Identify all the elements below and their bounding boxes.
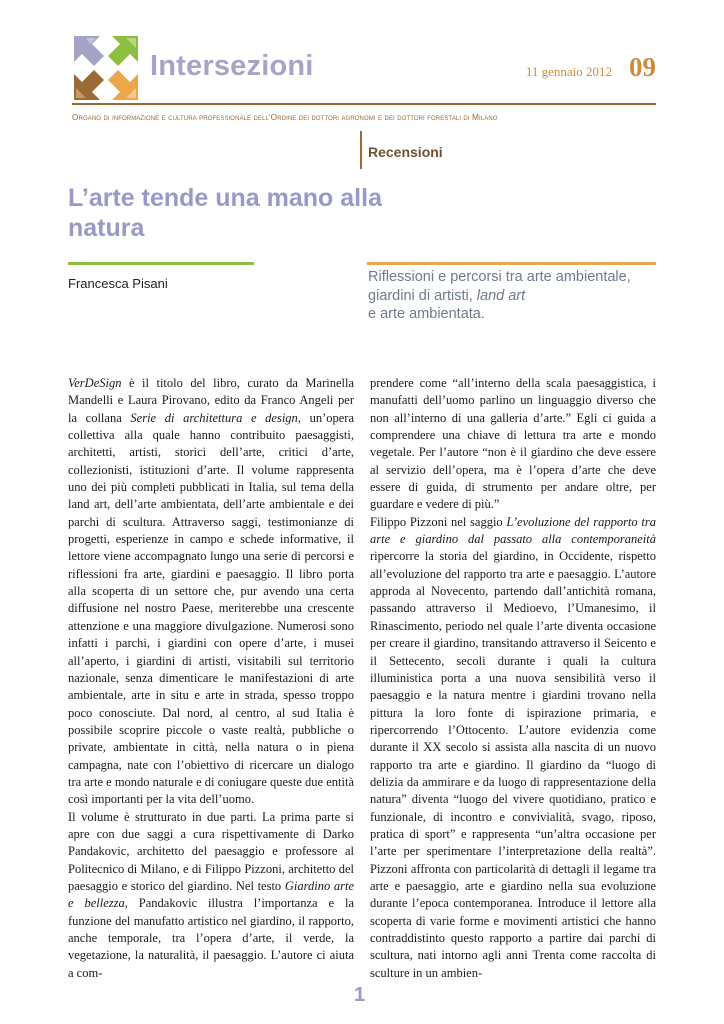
series-title: Serie di architettura e design xyxy=(130,410,298,425)
lead-rule xyxy=(367,262,656,265)
text: , Pandakovic illustra l’importanza e la funzione del manufatto artistico nel giardino, il rapporto, anche temporale, tra l’opera d’arte, il verde, la vegetazione, la naturalità, il paesaggio. L’autore ci aiuta a com- xyxy=(68,896,354,980)
paragraph xyxy=(68,375,354,809)
body-column-left xyxy=(68,375,354,982)
text: è il titolo del libro, curato da Marinella Mandelli e Laura Pirovano, edito da Franco Angeli per la collana xyxy=(68,376,354,425)
text: Il volume è strutturato in due parti. La prima parte si apre con due saggi a cura rispettivamente di Darko Pandakovic, architetto del paesaggio e professore al Politecnico di Milano, e di Filippo Pizzoni, architetto del paesaggio e storico del giardino. Nel testo xyxy=(68,809,354,893)
publication-subtitle: Organo di informazione e cultura professionale dell'Ordine dei dottori agronomi e dei dottori forestali di Milano xyxy=(72,112,498,122)
body-column-right xyxy=(370,375,656,982)
essay-title: Giardino arte e bellezza xyxy=(68,878,354,911)
text: Filippo Pizzoni nel saggio xyxy=(370,514,507,529)
paragraph xyxy=(68,809,354,982)
author-rule xyxy=(68,262,254,265)
lead-italic: land art xyxy=(476,287,526,304)
article-lead xyxy=(368,268,658,324)
text: ripercorre la storia del giardino, in Occidente, rispetto all’evoluzione del rapporto tra arte e paesaggio. L’autore approda al Novecento, partendo dall’antichità romana, passando attraverso il Medioevo, l’Umanesimo, il Rinascimento, periodo nel quale l’arte diventa occasione per creare il giardino, transitando attraverso il Seicento e il Settecento, secoli durante i quali la cultura illuministica porta a una nuova sensibilità verso il paesaggio e la natura mentre i giardini trovano nella pittura la loro fonte di ispirazione primaria, e ripercorrendo l’Ottocento. L’autore evidenzia come durante il XX secolo si assista alla nascita di un nuovo rapporto tra arte e giardino. Il giardino da “luogo di delizia da ammirare e da luogo di rappresentazione della natura” diventa “luogo del vivere quotidiano, pratico e funzionale, di incontro e convivialità, svago, riposo, pratica di sport” e rappresenta “un’altra occasione per l’arte per sperimentare l’interpretazione della realtà”. Pizzoni affronta con particolarità di dettagli il legame tra arte e paesaggio, arte e giardino nella sua evoluzione durante l’epoca contemporanea. Introduce il lettore alla scoperta di varie forme e movimenti artistici che hanno contraddistinto questo rapporto a partire dai parchi di scultura, nati intorno agli anni Trenta come raccolta di sculture in un ambien- xyxy=(370,549,656,980)
header-divider xyxy=(72,103,656,105)
text: , un’opera collettiva alla quale hanno contribuito paesaggisti, architetti, artisti, storici dell’arte, critici d’arte, collezionisti, istituzioni d’arte. Il volume rappresenta uno dei più completi pubblicati in Italia, sul tema della land art, dell’arte ambientata, dell’arte ambientale e dei parchi di scultura. Attraverso saggi, testimonianze di progetti, esperienze in campo e schede informative, il lettore viene accompagnato lungo una serie di percorsi e riflessioni fra arte, giardini e paesaggio. Il libro porta alla scoperta di un settore che, pur avendo una certa diffusione nel nostro Paese, meriterebbe una crescente attenzione e una maggiore divulgazione. Numerosi sono infatti i parchi, i giardini con opere d’arte, i musei all’aperto, i giardini di artisti, visitabili sul territorio nazionale, senza dimenticare le manifestazioni di arte ambientale, arte in situ e arte in strada, spesso troppo poco conosciute. Dal nord, al centro, al sud Italia è possibile scoprire piccole o vaste realtà, pubbliche o private, ambientate in città, nella natura o in piena campagna, nate con l’obiettivo di ricercare un dialogo tra arte e mondo naturale e di coniugare queste due entità così importanti per la vita dell’uomo. xyxy=(68,410,354,807)
article-title: L’arte tende una mano alla natura xyxy=(68,184,382,242)
issue-number: 09 xyxy=(629,52,656,82)
paragraph: prendere come “all’interno della scala paesaggistica, i manufatti dell’uomo parlino un linguaggio diverso che non all’interno di una galleria d’arte.” Egli ci guida a comprendere una chiave di lettura tra arte e mondo vegetale. Per l’autore “non è il giardino che deve essere al servizio dell’opera, ma è l’opera d’arte che deve essere di guida, di strumento per andare oltre, per guardare e vedere di più.” xyxy=(370,376,656,512)
paragraph xyxy=(370,514,656,982)
section-bar xyxy=(360,131,362,169)
essay-title: L’evoluzione del rapporto tra arte e giardino dal passato alla contemporaneità xyxy=(370,514,656,547)
author-name: Francesca Pisani xyxy=(68,276,168,291)
lead-text-2: e arte ambientata. xyxy=(368,306,485,322)
arrows-logo xyxy=(72,34,140,102)
book-title: VerDeSign xyxy=(68,376,122,390)
issue-date: 11 gennaio 2012 xyxy=(525,64,612,79)
lead-text-1: Riflessioni e percorsi tra arte ambientale, giardini di artisti, xyxy=(368,269,631,304)
section-label: Recensioni xyxy=(368,144,443,160)
page-number: 1 xyxy=(354,984,366,1006)
brand-name: Intersezioni xyxy=(150,50,314,82)
